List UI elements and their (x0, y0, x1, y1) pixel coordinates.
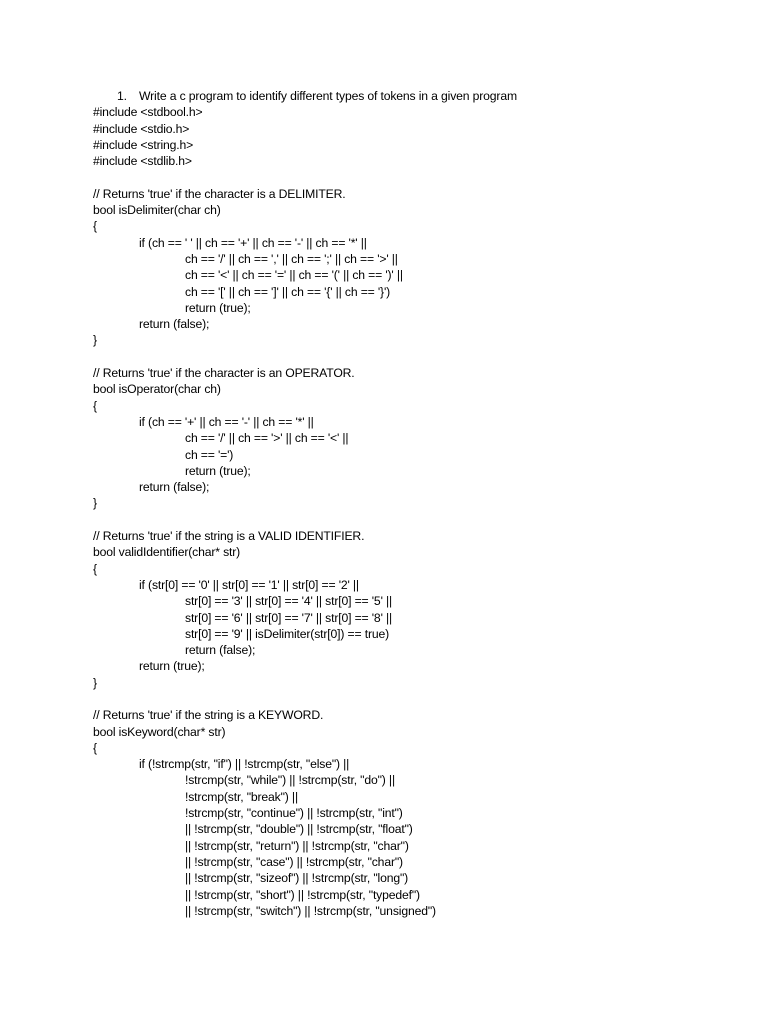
code-line: #include <stdbool.h> (93, 105, 203, 120)
code-line: #include <string.h> (93, 137, 194, 152)
code-line: return (true); (185, 463, 251, 478)
code-line: bool validIdentifier(char* str) (93, 545, 241, 560)
code-line: ch == '/' || ch == ',' || ch == ';' || ch == '>' || (185, 251, 398, 266)
blank-line (93, 169, 733, 185)
document-content (93, 88, 733, 919)
code-line: if (ch == '+' || ch == '-' || ch == '*' || (139, 414, 314, 429)
code-line: str[0] == '6' || str[0] == '7' || str[0] == '8' || (185, 610, 393, 625)
code-line: { (93, 219, 97, 234)
code-line: if (!strcmp(str, "if") || !strcmp(str, "else") || (139, 757, 350, 772)
code-comment: // Returns 'true' if the string is a VALID IDENTIFIER. (93, 529, 365, 544)
blank-line (93, 691, 733, 707)
code-line: || !strcmp(str, "double") || !strcmp(str, "float") (185, 822, 413, 837)
code-line: str[0] == '3' || str[0] == '4' || str[0] == '5' || (185, 594, 393, 609)
question-text: Write a c program to identify different types of tokens in a given program (139, 89, 517, 103)
code-line: return (false); (139, 480, 210, 495)
code-line: bool isOperator(char ch) (93, 382, 221, 397)
code-line: { (93, 740, 97, 755)
code-line: ch == '/' || ch == '>' || ch == '<' || (185, 431, 349, 446)
code-line: { (93, 561, 97, 576)
code-line: return (false); (185, 643, 256, 658)
code-line: } (93, 333, 97, 348)
code-line: !strcmp(str, "break") || (185, 789, 298, 804)
code-line: #include <stdio.h> (93, 121, 190, 136)
code-line: if (str[0] == '0' || str[0] == '1' || str[0] == '2' || (139, 577, 359, 592)
code-line: || !strcmp(str, "short") || !strcmp(str, "typedef") (185, 887, 420, 902)
question-number: 1. (117, 89, 127, 103)
blank-line (93, 512, 733, 528)
code-line: ch == '<' || ch == '=' || ch == '(' || ch == ')' || (185, 268, 403, 283)
code-line: return (true); (139, 659, 205, 674)
code-line: { (93, 398, 97, 413)
code-line: || !strcmp(str, "case") || !strcmp(str, "char") (185, 854, 403, 869)
code-line: #include <stdlib.h> (93, 154, 192, 169)
code-line: || !strcmp(str, "switch") || !strcmp(str, "unsigned") (185, 903, 436, 918)
code-line: bool isKeyword(char* str) (93, 724, 226, 739)
code-line: } (93, 675, 97, 690)
code-comment: // Returns 'true' if the character is a DELIMITER. (93, 186, 346, 201)
code-line: return (false); (139, 317, 210, 332)
code-line: ch == '=') (185, 447, 234, 462)
code-comment: // Returns 'true' if the character is an OPERATOR. (93, 366, 355, 381)
code-line: if (ch == ' ' || ch == '+' || ch == '-' || ch == '*' || (139, 235, 367, 250)
code-line: return (true); (185, 300, 251, 315)
code-line: !strcmp(str, "while") || !strcmp(str, "do") || (185, 773, 395, 788)
code-line: ch == '[' || ch == ']' || ch == '{' || ch == '}') (185, 284, 391, 299)
code-line: || !strcmp(str, "sizeof") || !strcmp(str, "long") (185, 871, 409, 886)
code-line: !strcmp(str, "continue") || !strcmp(str, "int") (185, 806, 403, 821)
blank-line (93, 349, 733, 365)
code-line: || !strcmp(str, "return") || !strcmp(str, "char") (185, 838, 409, 853)
code-line: } (93, 496, 97, 511)
code-line: bool isDelimiter(char ch) (93, 203, 221, 218)
code-line: str[0] == '9' || isDelimiter(str[0]) == true) (185, 626, 390, 641)
question-heading (93, 88, 733, 104)
code-comment: // Returns 'true' if the string is a KEYWORD. (93, 708, 324, 723)
